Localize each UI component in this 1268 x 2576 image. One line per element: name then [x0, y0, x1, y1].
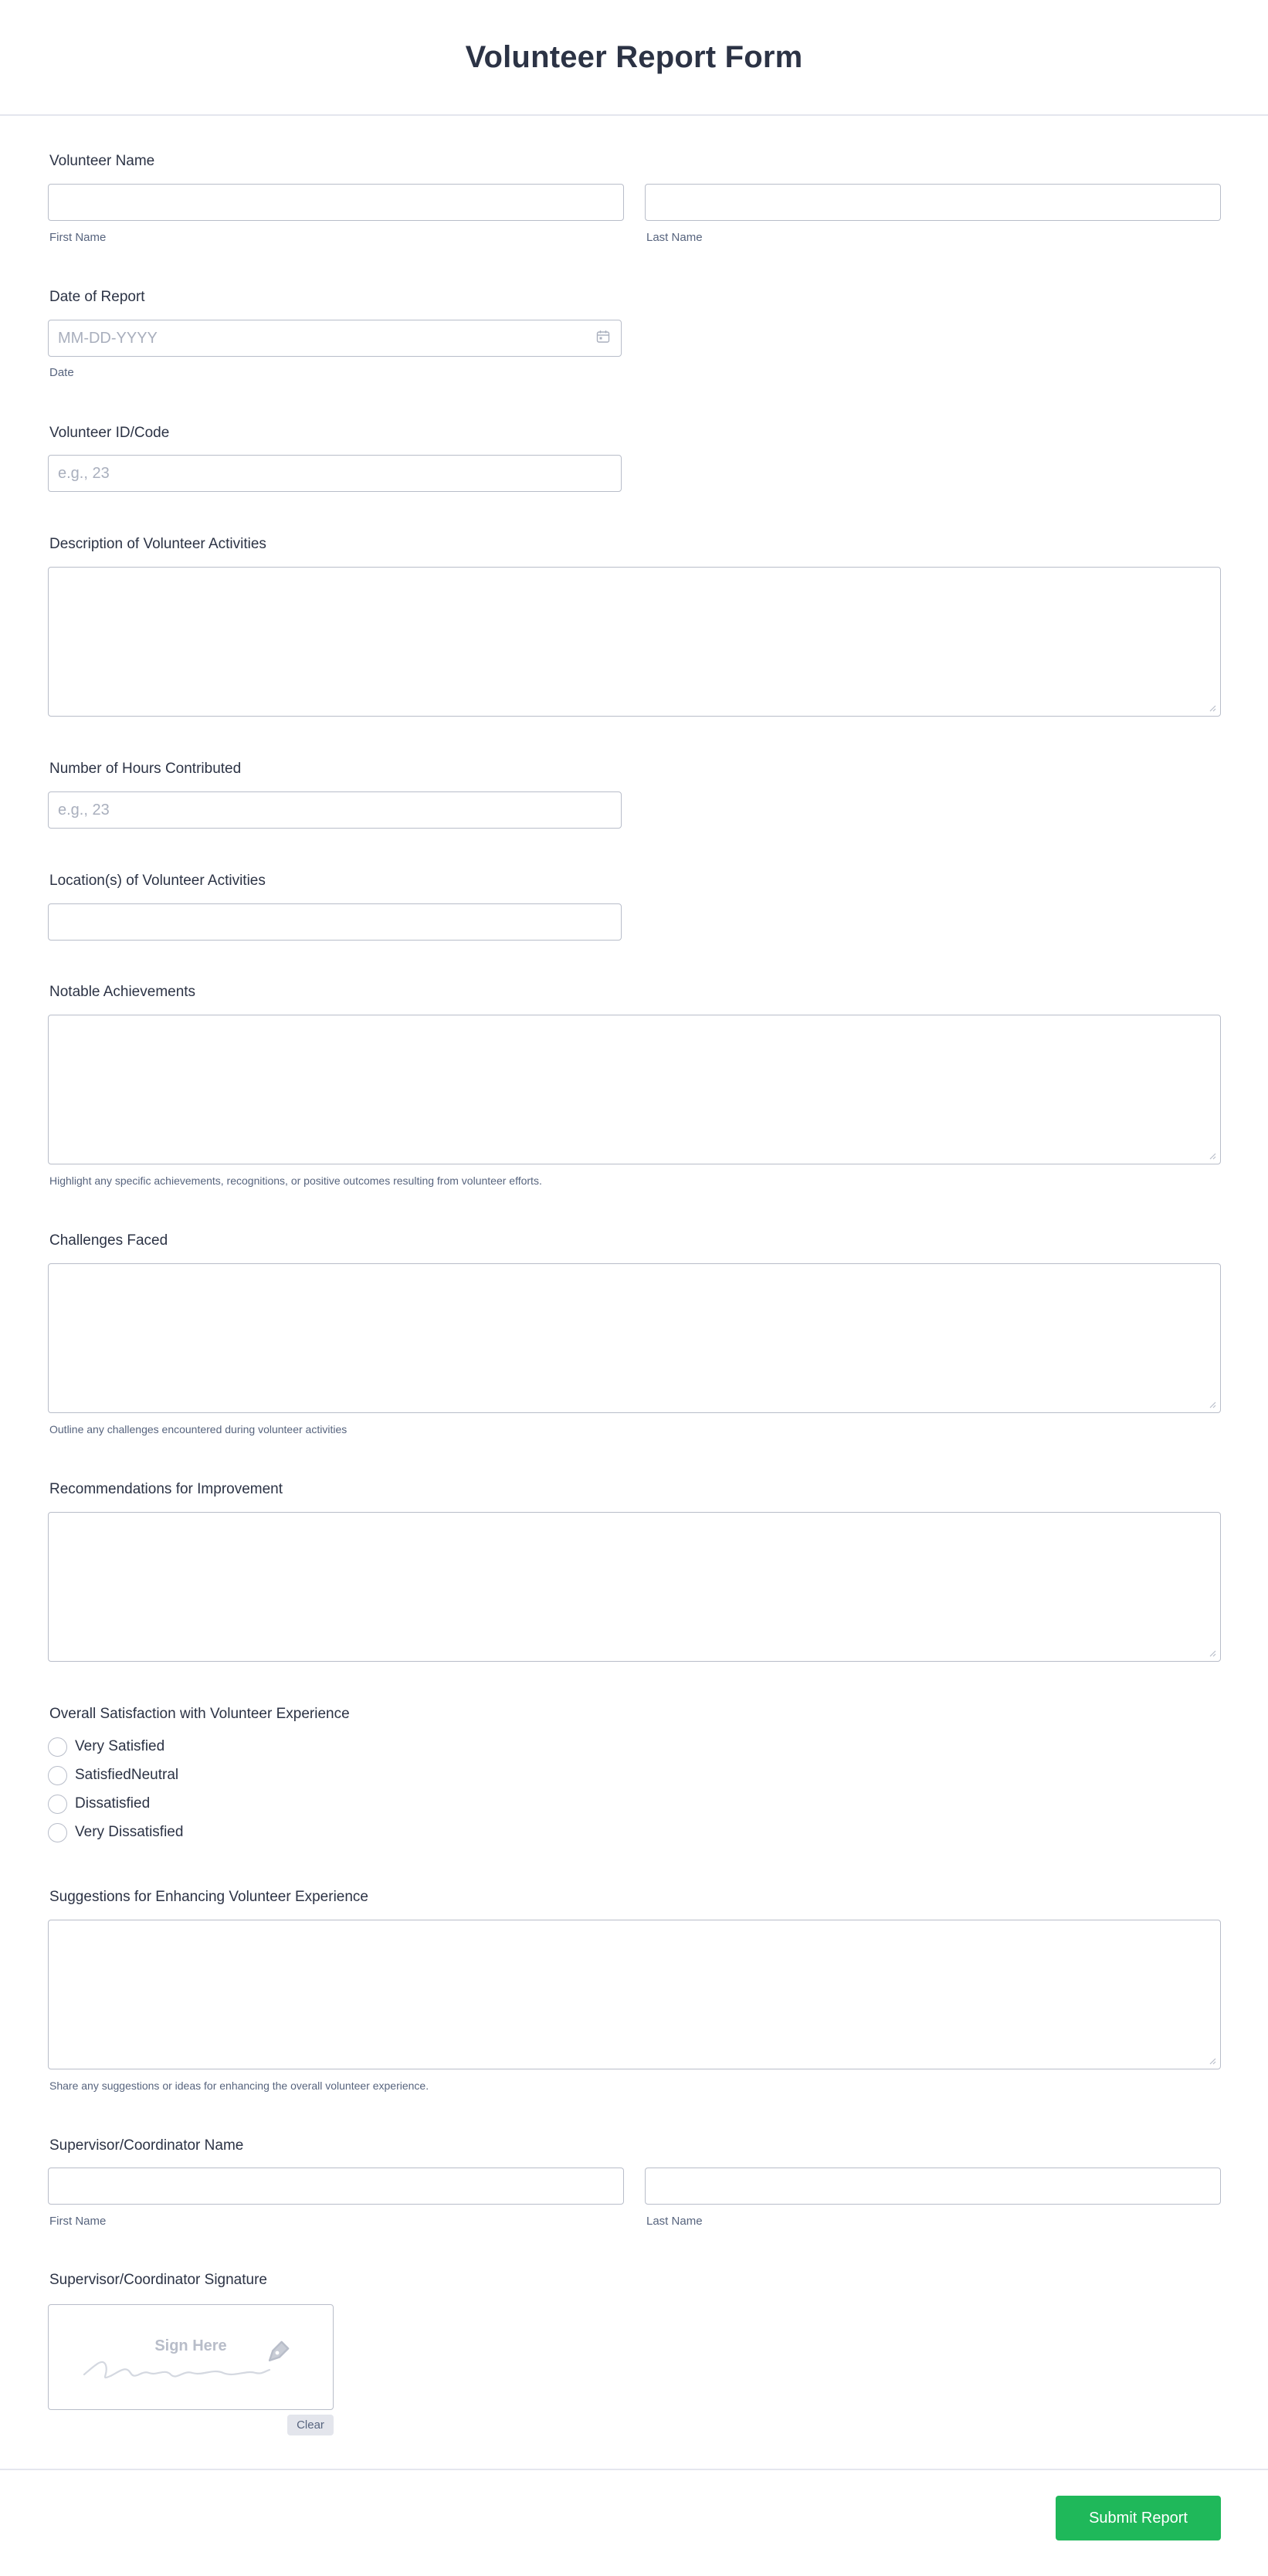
challenges-textarea[interactable]: [48, 1263, 1221, 1413]
satisfaction-option-satisfied-neutral[interactable]: [48, 1764, 178, 1786]
achievements-hint: Highlight any specific achievements, recognitions, or positive outcomes resulting from volunteer efforts.: [49, 1174, 542, 1187]
volunteer-last-name-sublabel: Last Name: [646, 231, 703, 244]
hours-input[interactable]: [48, 791, 622, 829]
hours-label: Number of Hours Contributed: [49, 761, 242, 777]
radio-option-label: Very Satisfied: [75, 1738, 165, 1754]
volunteer-first-name-sublabel: First Name: [49, 231, 107, 244]
clear-signature-button[interactable]: Clear: [287, 2415, 334, 2435]
form-header: [0, 0, 1268, 116]
locations-input[interactable]: [48, 903, 622, 941]
submit-report-button[interactable]: Submit Report: [1056, 2496, 1221, 2540]
signature-label: Supervisor/Coordinator Signature: [49, 2272, 267, 2288]
volunteer-first-name-input[interactable]: [48, 184, 624, 221]
volunteer-last-name-input[interactable]: [645, 184, 1221, 221]
supervisor-name-label: Supervisor/Coordinator Name: [49, 2137, 244, 2154]
suggestions-hint: Share any suggestions or ideas for enhancing the overall volunteer experience.: [49, 2079, 429, 2092]
recommendations-textarea[interactable]: [48, 1512, 1221, 1662]
challenges-hint: Outline any challenges encountered during volunteer activities: [49, 1423, 348, 1435]
suggestions-textarea[interactable]: [48, 1920, 1221, 2069]
date-of-report-label: Date of Report: [49, 289, 145, 305]
volunteer-id-input[interactable]: [48, 455, 622, 492]
recommendations-label: Recommendations for Improvement: [49, 1481, 283, 1497]
supervisor-last-name-sublabel: Last Name: [646, 2215, 703, 2228]
locations-label: Location(s) of Volunteer Activities: [49, 873, 266, 889]
satisfaction-option-very-satisfied[interactable]: [48, 1736, 164, 1757]
activities-label: Description of Volunteer Activities: [49, 536, 266, 552]
signature-pad[interactable]: [48, 2304, 334, 2410]
satisfaction-option-very-dissatisfied[interactable]: [48, 1822, 183, 1843]
radio-option-label: SatisfiedNeutral: [75, 1767, 179, 1783]
date-sublabel: Date: [49, 366, 74, 379]
radio-button[interactable]: [48, 1766, 67, 1785]
achievements-textarea[interactable]: [48, 1015, 1221, 1164]
radio-button[interactable]: [48, 1795, 67, 1814]
supervisor-first-name-input[interactable]: [48, 2168, 624, 2205]
supervisor-first-name-sublabel: First Name: [49, 2215, 107, 2228]
achievements-label: Notable Achievements: [49, 984, 196, 1000]
challenges-label: Challenges Faced: [49, 1232, 168, 1249]
radio-option-label: Dissatisfied: [75, 1795, 151, 1812]
radio-button[interactable]: [48, 1737, 67, 1757]
form-title: Volunteer Report Form: [465, 39, 803, 74]
suggestions-label: Suggestions for Enhancing Volunteer Experience: [49, 1889, 368, 1905]
radio-button[interactable]: [48, 1823, 67, 1842]
date-of-report-input[interactable]: [48, 320, 622, 357]
supervisor-last-name-input[interactable]: [645, 2168, 1221, 2205]
satisfaction-option-dissatisfied[interactable]: [48, 1793, 150, 1815]
volunteer-id-label: Volunteer ID/Code: [49, 425, 170, 441]
calendar-icon[interactable]: [596, 330, 610, 344]
activities-textarea[interactable]: [48, 567, 1221, 717]
signature-placeholder: Sign Here: [154, 2337, 227, 2354]
volunteer-name-label: Volunteer Name: [49, 153, 155, 169]
satisfaction-label: Overall Satisfaction with Volunteer Experience: [49, 1706, 350, 1722]
radio-option-label: Very Dissatisfied: [75, 1824, 184, 1840]
pen-icon: [260, 2336, 294, 2370]
